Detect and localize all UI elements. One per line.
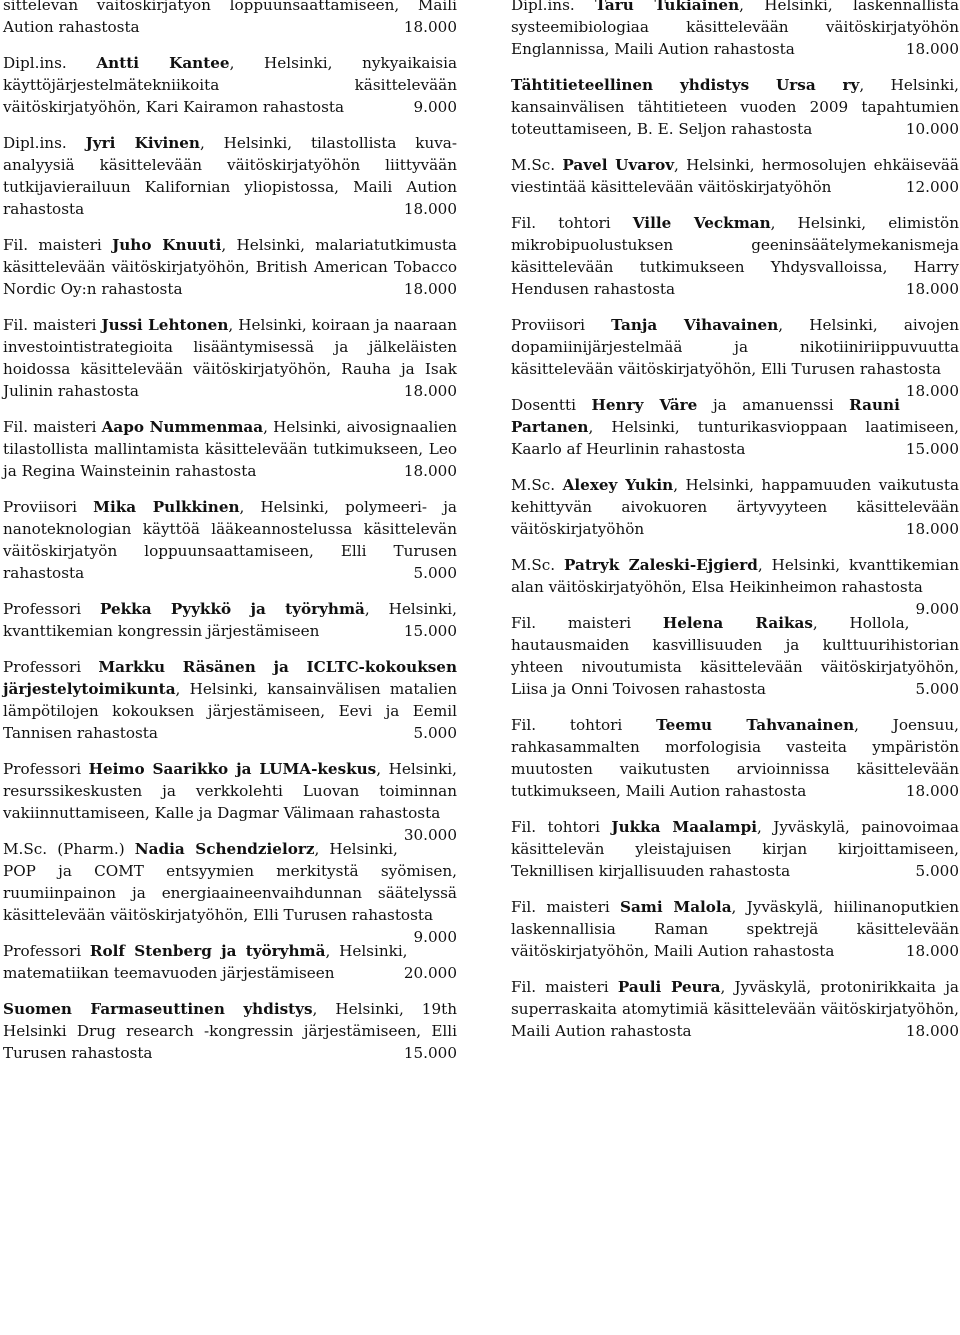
grant-amount: 18.000 [403,462,457,480]
grant-amount: 18.000 [905,782,959,800]
left-column [3,0,457,1078]
grant-entry [3,656,457,744]
recipient-title: Fil. maisteri [511,898,620,916]
right-column [511,0,959,1056]
recipient-title: Dipl.ins. [511,0,596,14]
grant-description: , Helsinki, matematiikan teemavuoden järjestämiseen [3,942,408,982]
recipient-name: Pekka Pyykkö ja työryhmä [99,600,365,618]
recipient-name: Tanja Vihavainen [611,316,779,334]
recipient-title: Professori [3,942,90,960]
grant-amount: 18.000 [905,1022,959,1040]
recipient-name: Suomen Farmaseuttinen yhdistys [3,1000,313,1018]
grant-amount: 18.000 [905,280,959,298]
recipient-name: Henry Väre [591,396,698,414]
grant-entry [511,816,959,882]
grant-amount: 18.000 [403,382,457,400]
recipient-name: Sami Malola [619,898,732,916]
grant-entry [511,612,959,700]
recipient-name: Markku Räsänen ja ICLTC-kokouksen järjestelytoimikunta [3,658,457,698]
grant-entry [511,314,959,400]
grant-entry [511,714,959,802]
recipient-title: Proviisori [511,316,612,334]
grant-amount: 5.000 [915,862,959,880]
recipient-name: Heimo Saarikko ja LUMA-keskus [88,760,377,778]
grant-amount: 5.000 [915,680,959,698]
grant-description: , Helsinki, POP ja COMT entsyymien merkitystä syömisen, ruumiinpainon ja energiaaineenvaihdunnan säätelyssä käsittelevään väitöskirjatyöhön, Elli Turusen rahastosta [3,840,457,924]
grant-amount: 15.000 [403,622,457,640]
grant-amount: 9.000 [915,600,959,618]
grant-entry [3,838,457,946]
recipient-name: Taru Tukiainen [595,0,740,14]
recipient-name: Juho Knuuti [112,236,222,254]
grant-description: , Jyväskylä, painovoimaa käsittelevän yleistajuisen kirjan kirjoittamiseen, Teknillisen kirjallisuuden rahastosta [511,818,959,880]
grant-amount: 18.000 [403,280,457,298]
grant-amount: 10.000 [905,120,959,138]
recipient-name: Tähtitieteellinen yhdistys Ursa ry [511,76,860,94]
grant-entry [3,132,457,220]
grant-entry [3,758,457,844]
grant-entry [3,234,457,300]
recipient-title: sittelevän väitöskirjatyön loppuunsaattamiseen, Maili Aution rahastosta [3,0,457,36]
grant-entry [511,154,959,198]
grant-entry [511,896,959,962]
grant-entry [3,416,457,482]
grant-amount: 15.000 [403,1044,457,1062]
recipient-name: Ville Veckman [632,214,771,232]
grant-description: , Helsinki, resurssikeskusten ja verkkolehti Luovan toiminnan vakiinnuttamiseen, Kalle ja Dagmar Välimaan rahastosta [3,760,457,822]
grant-description: , Jyväskylä, protonirikkaita ja superraskaita atomytimiä käsittelevään väitöskirjatyöhön, Maili Aution rahastosta [511,978,959,1040]
grant-entry [3,598,457,642]
grant-entry [3,940,457,984]
recipient-title: Fil. tohtori [511,214,633,232]
grant-entry [3,496,457,584]
recipient-name: Jussi Lehtonen [101,316,229,334]
recipient-title: Fil. maisteri [511,614,663,632]
recipient-title: M.Sc. [511,156,563,174]
recipient-name: Pauli Peura [617,978,721,996]
grant-description: , Helsinki, laskennallista systeemibiologiaa käsittelevään väitöskirjatyöhön Englannissa, Maili Aution rahastosta [511,0,959,58]
grant-description: , Helsinki, kansainvälisen matalien lämpötilojen kokouksen järjestämiseen, Eevi ja Eemil Tannisen rahastosta [3,680,457,742]
recipient-name: Rauni Partanen [511,396,900,436]
grant-entry [511,394,959,460]
grant-amount: 9.000 [413,928,457,946]
grant-description: , Helsinki, nykyaikaisia käyttöjärjestelmätekniikoita käsittelevään väitöskirjatyöhön, Kari Kairamon rahastosta [3,54,458,116]
grant-description: ja amanuenssi [697,396,850,414]
grant-description: , Hollola, hautausmaiden kasvillisuuden ja kulttuurihistorian yhteen nivoutumista käsittelevään väitöskirjatyöhön, Liisa ja Onni Toivosen rahastosta [511,614,959,698]
grant-entry [511,554,959,618]
recipient-name: Nadia Schendzielorz [134,840,315,858]
recipient-name: Jyri Kivinen [85,134,200,152]
grant-amount: 18.000 [905,382,959,400]
recipient-name: Aapo Nummenmaa [101,418,264,436]
recipient-title: M.Sc. [511,476,563,494]
grant-description: , Helsinki, hermosolujen ehkäisevää viestintää käsittelevään väitöskirjatyöhön [511,156,959,196]
recipient-name: Jukka Maalampi [611,818,757,836]
grant-entry [511,74,959,140]
grant-description: , Jyväskylä, hiilinanoputkien laskennallisia Raman spektrejä käsittelevään väitöskirjatyöhön, Maili Aution rahastosta [511,898,959,960]
grant-description: , Helsinki, malariatutkimusta käsittelevään väitöskirjatyöhön, British American Tobacco Nordic Oy:n rahastosta [3,236,457,298]
grant-amount: 9.000 [413,98,457,116]
grant-description: , Joensuu, rahkasammalten morfologisia vasteita ympäristön muutosten vaikutusten arvioinnissa käsittelevään tutkimukseen, Maili Aution rahastosta [511,716,959,800]
grant-description: , Helsinki, 19th Helsinki Drug research -kongressin järjestämiseen, Elli Turusen rahastosta [3,1000,457,1062]
recipient-title: Dipl.ins. [3,134,86,152]
grant-entry [3,52,457,118]
grant-amount: 5.000 [413,564,457,582]
grant-amount: 18.000 [905,40,959,58]
grant-entry [511,0,959,60]
grant-amount: 15.000 [905,440,959,458]
recipient-title: Fil. maisteri [3,236,113,254]
grant-amount: 12.000 [905,178,959,196]
grant-description: , Helsinki, koiraan ja naaraan investointistrategioita lisääntymisessä ja jälkeläisten hoidossa käsittelevään väitöskirjatyöhön, Rauha ja Isak Julinin rahastosta [3,316,457,400]
recipient-title: Fil. maisteri [3,316,102,334]
grant-description: , Helsinki, aivojen dopamiinijärjestelmää ja nikotiiniriippuvuutta käsittelevään väitöskirjatyöhön, Elli Turusen rahastosta [511,316,959,378]
grant-description: , Helsinki, aivosignaalien tilastollista mallintamista käsittelevään tutkimukseen, Leo ja Regina Wainsteinin rahastosta [3,418,457,480]
recipient-name: Teemu Tahvanainen [656,716,855,734]
grant-entry [3,0,457,38]
recipient-title: Fil. maisteri [3,418,102,436]
grant-amount: 18.000 [905,942,959,960]
grant-amount: 18.000 [403,18,457,36]
grant-amount: 5.000 [413,724,457,742]
grant-description: , Helsinki, happamuuden vaikutusta kehittyvän aivokuoren ärtyvyyteen käsittelevään väitöskirjatyöhön [511,476,960,538]
recipient-name: Pavel Uvarov [562,156,675,174]
grant-entry [3,314,457,402]
recipient-title: M.Sc. (Pharm.) [3,840,135,858]
recipient-title: Fil. tohtori [511,716,657,734]
grant-entry [511,976,959,1042]
grant-amount: 18.000 [403,200,457,218]
recipient-title: Fil. maisteri [511,978,618,996]
grant-description: , Helsinki, tunturikasvioppaan laatimiseen, Kaarlo af Heurlinin rahastosta [511,418,959,458]
recipient-title: Dosentti [511,396,592,414]
grant-entry [511,474,959,540]
grant-description: , Helsinki, kansainvälisen tähtitieteen vuoden 2009 tapahtumien toteuttamiseen, B. E. Seljon rahastosta [511,76,959,138]
recipient-title: M.Sc. [511,556,565,574]
recipient-name: Antti Kantee [96,54,230,72]
grant-amount: 18.000 [905,520,959,538]
recipient-title: Professori [3,760,89,778]
grant-amount: 20.000 [403,964,457,982]
recipient-name: Mika Pulkkinen [93,498,240,516]
recipient-title: Professori [3,600,100,618]
grant-entry [3,998,457,1064]
grant-description: , Helsinki, elimistön mikrobipuolustuksen geeninsäätelymekanismeja käsittelevään tutkimukseen Yhdysvalloissa, Harry Hendusen rahastosta [511,214,959,298]
recipient-title: Professori [3,658,99,676]
grant-description: , Helsinki, polymeeri- ja nanoteknologian käyttöä lääkeannostelussa käsittelevän väitöskirjatyön loppuunsaattamiseen, Elli Turusen rahastosta [3,498,457,582]
recipient-title: Dipl.ins. [3,54,97,72]
recipient-name: Patryk Zaleski-Ejgierd [564,556,758,574]
grant-entry [511,212,959,300]
recipient-title: Fil. tohtori [511,818,612,836]
grant-description: , Helsinki, kvanttikemian alan väitöskirjatyöhön, Elsa Heikinheimon rahastosta [511,556,959,596]
recipient-name: Rolf Stenberg ja työryhmä [89,942,326,960]
grant-description: , Helsinki, tilastollista kuva-analyysiä käsittelevään väitöskirjatyöhön liittyvään tutkijavierailuun Kalifornian yliopistossa, Maili Aution rahastosta [3,134,457,218]
recipient-title: Proviisori [3,498,94,516]
grant-description: , Helsinki, kvanttikemian kongressin järjestämiseen [3,600,457,640]
recipient-name: Helena Raikas [662,614,813,632]
recipient-name: Alexey Yukin [562,476,674,494]
grant-amount: 30.000 [403,826,457,844]
